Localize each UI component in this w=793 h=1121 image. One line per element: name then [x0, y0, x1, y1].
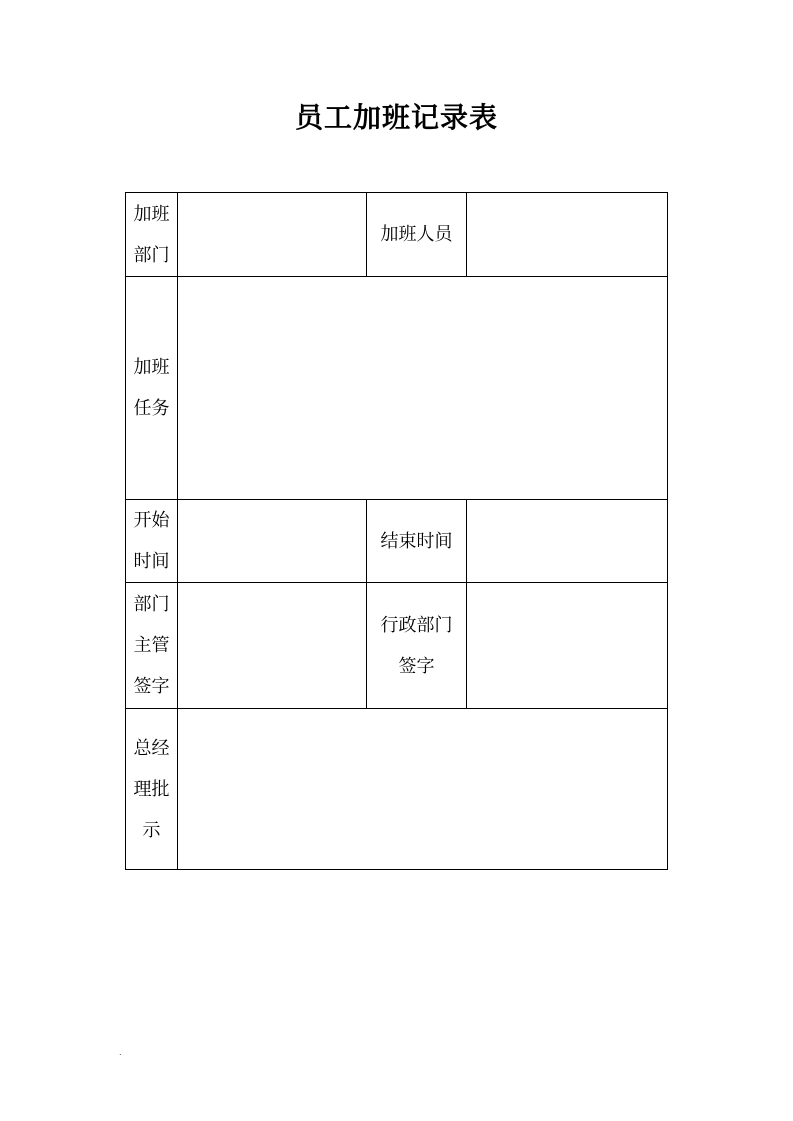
manager-sign-label-line1: 部门 [133, 594, 170, 615]
admin-sign-field[interactable] [467, 583, 668, 709]
start-time-label-line2: 时间 [133, 551, 170, 572]
task-label-line1: 加班 [133, 357, 170, 378]
page-title: 员工加班记录表 [294, 101, 498, 134]
admin-sign-label-line1: 行政部门 [380, 614, 453, 636]
task-field[interactable] [178, 277, 668, 500]
admin-sign-label [367, 583, 467, 709]
gm-approval-label-line1: 总经 [133, 737, 170, 759]
task-label [126, 277, 178, 500]
start-time-label [126, 500, 178, 583]
manager-sign-label [126, 583, 178, 709]
footer-mark: . [119, 1048, 122, 1057]
department-field[interactable] [178, 193, 367, 277]
admin-sign-label-line2: 签字 [398, 655, 435, 677]
task-label-line2: 任务 [133, 398, 170, 419]
table-row [126, 500, 668, 583]
start-time-label-line1: 开始 [133, 510, 170, 531]
department-label [126, 193, 178, 277]
staff-field[interactable] [467, 193, 668, 277]
gm-approval-label-line2: 理批 [133, 778, 170, 800]
end-time-field[interactable] [467, 500, 668, 583]
gm-approval-label [126, 709, 178, 870]
gm-approval-label-line3: 示 [142, 819, 161, 841]
table-row [126, 193, 668, 277]
department-label-line2: 部门 [133, 244, 170, 266]
table-row [126, 583, 668, 709]
start-time-field[interactable] [178, 500, 367, 583]
staff-label: 加班人员 [367, 193, 467, 277]
table-row [126, 277, 668, 500]
gm-approval-field[interactable] [178, 709, 668, 870]
department-label-line1: 加班 [133, 203, 170, 225]
manager-sign-field[interactable] [178, 583, 367, 709]
manager-sign-label-line3: 签字 [133, 676, 170, 697]
end-time-label: 结束时间 [367, 500, 467, 583]
table-row [126, 709, 668, 870]
overtime-record-table [125, 192, 668, 870]
manager-sign-label-line2: 主管 [133, 635, 170, 656]
